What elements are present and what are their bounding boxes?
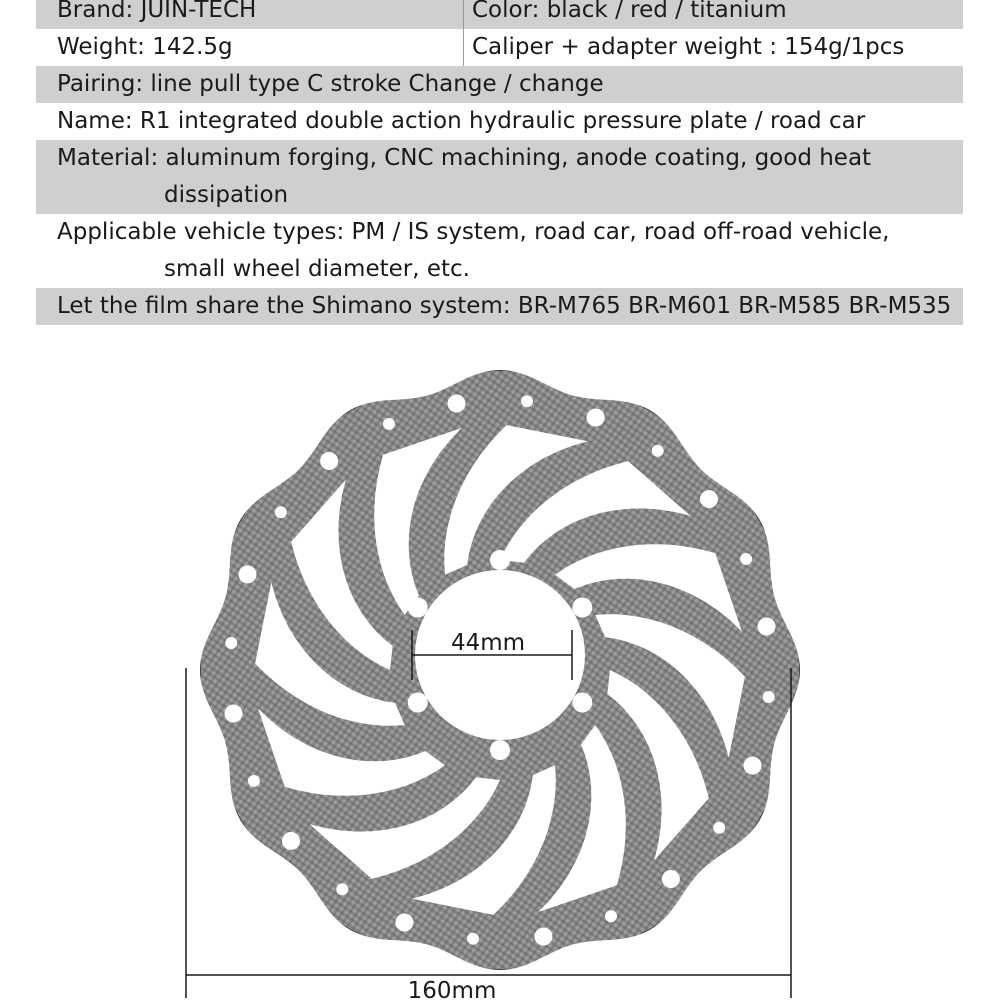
spec-row-brand xyxy=(36,0,963,29)
spec-row-pairing xyxy=(36,66,963,103)
spec-row-shimano xyxy=(36,288,963,325)
shimano-text: Let the film share the Shimano system: BR-M765 BR-M601 BR-M585 BR-M535 xyxy=(57,293,952,319)
weight-text: Weight: 142.5g xyxy=(57,34,233,60)
spec-table xyxy=(36,0,963,325)
spec-row-vehicle xyxy=(36,214,963,288)
material-text-line2: dissipation xyxy=(164,182,289,208)
spec-row-weight xyxy=(36,29,963,66)
spec-row-material xyxy=(36,140,963,214)
vehicle-text-line2: small wheel diameter, etc. xyxy=(164,256,470,282)
vehicle-text-line1: Applicable vehicle types: PM / IS system, road car, road off-road vehicle, xyxy=(57,219,890,245)
brand-text: Brand: JUIN-TECH xyxy=(57,0,257,23)
outer-dimension-label: 160mm xyxy=(407,978,497,1000)
brake-rotor-drawing xyxy=(0,335,1000,1000)
spec-row-name xyxy=(36,103,963,140)
inner-dimension-label: 44mm xyxy=(450,630,526,656)
caliper-weight-text: Caliper + adapter weight : 154g/1pcs xyxy=(463,29,904,66)
material-text-line1: Material: aluminum forging, CNC machining, anode coating, good heat xyxy=(57,145,872,171)
name-text: Name: R1 integrated double action hydraulic pressure plate / road car xyxy=(57,108,866,134)
color-text: Color: black / red / titanium xyxy=(463,0,787,29)
pairing-text: Pairing: line pull type C stroke Change / change xyxy=(57,71,604,97)
rotor-disc xyxy=(200,370,800,970)
